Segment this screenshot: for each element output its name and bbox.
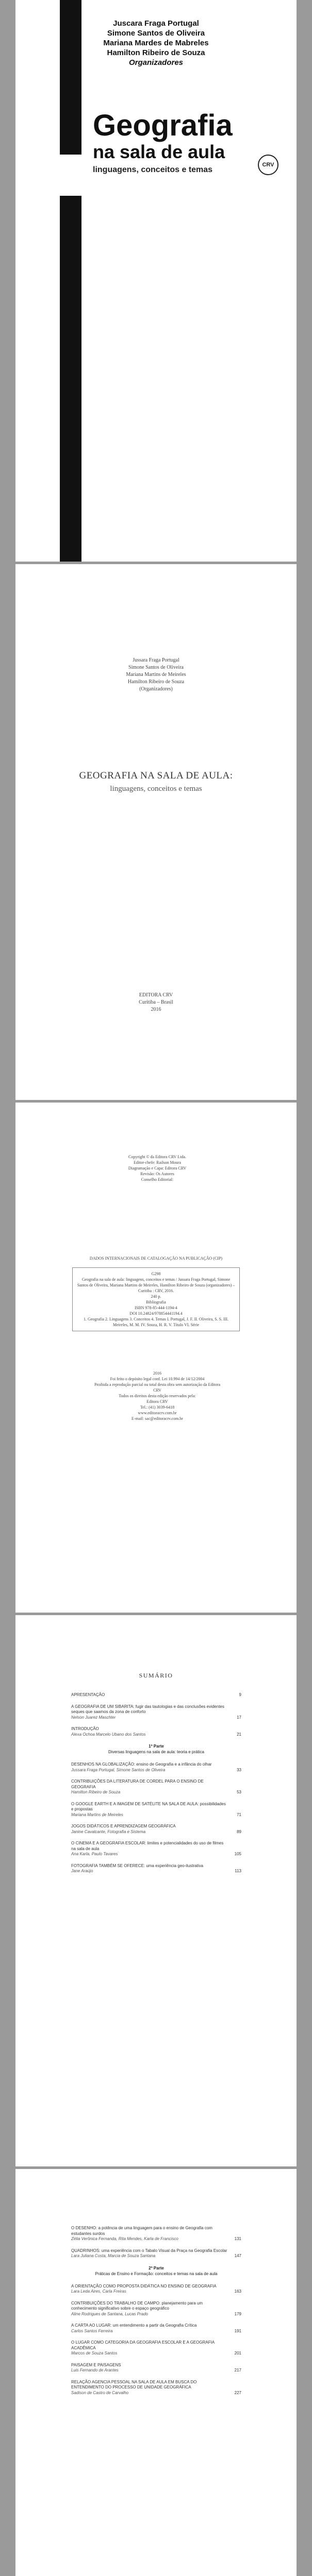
cr-line: Conselho Editorial:: [141, 1177, 174, 1182]
toc-part-text: Diversas linguagens na sala de aula: teoria e prática: [108, 1750, 204, 1754]
toc-entry-title: PAISAGEM E PAISAGENS: [71, 2362, 121, 2367]
toc-entry[interactable]: [71, 1692, 241, 1698]
cover-author: Mariana Mardes de Mabreles: [103, 39, 209, 47]
cip-line: Geografia na sala de aula: linguagens, conceitos e temas / Jussara Fraga Portugal, Simone Santos de Oliveira, Mariana Martins de Meireles, Hamilton Ribeiro de Souza (organizadores) – Curitiba : CRV, 2016.: [77, 1277, 235, 1293]
toc-entry-title: O CINEMA E A GEOGRAFIA ESCOLAR: limites e potencialidades do uso de filmes na sala de aula: [71, 1841, 224, 1851]
title-page-title: GEOGRAFIA NA SALA DE AULA:: [79, 770, 233, 781]
toc-entry-title: RELAÇÃO AGENCIA PESSOAL NA SALA DE AULA EM BUSCA DO ENTENDIMENTO DO PROCESSO DE UNIDADE GEOGRÁFICA: [71, 2379, 197, 2389]
toc-entry-title: DESENHOS NA GLOBALIZAÇÃO: ensino de Geografia e a infância do olhar: [71, 1762, 212, 1767]
cip-line: DOI 10.24824/978854441194.4: [129, 1311, 183, 1316]
cip-line: 240 p.: [151, 1294, 161, 1299]
cip-title: DADOS INTERNACIONAIS DE CATALOGAÇÃO NA PUBLICAÇÃO (CIP): [89, 1256, 223, 1261]
toc-entry[interactable]: [71, 2226, 241, 2242]
tp-publisher-city: Curitiba – Brasil: [139, 999, 173, 1005]
tp-author: Hamilton Ribeiro de Souza: [127, 679, 185, 685]
toc-entry-page: 179: [234, 2311, 241, 2316]
toc-page-1: [15, 1615, 297, 2166]
cr-line: www.editoracrv.com.br: [138, 1411, 177, 1415]
copyright-legal: [93, 1370, 222, 1421]
toc-entry-title: JOGOS DIDÁTICOS E APRENDIZAGEM GEOGRÁFICA: [71, 1824, 176, 1828]
cip-line: Bibliografia: [146, 1300, 166, 1304]
copyright-page: [15, 1103, 297, 1613]
toc-entry-page: 71: [237, 1812, 241, 1817]
cip-line: 1. Geografia 2. Linguagens 3. Conceitos 4. Temas I. Portugal, J. F. II. Oliveira, S. S. III. Meireles, M. M. IV. Souza, H. R. V. Título VI. Série: [83, 1317, 229, 1327]
publisher-logo: CRV: [258, 155, 278, 175]
cover-page: [15, 0, 297, 562]
toc-entry-authors: Janine Cavalcante, Fotografia e Sistema: [71, 1829, 146, 1834]
toc-entry-authors: Sadison de Castro de Carvalho: [71, 2390, 129, 2395]
toc-entry-authors: Carlos Santos Ferreira: [71, 2328, 113, 2333]
toc-entry[interactable]: [71, 2363, 241, 2374]
cover-bar-top: [60, 0, 81, 103]
copyright-credits: [93, 1154, 222, 1182]
toc-entry[interactable]: [71, 2380, 241, 2396]
toc-entry[interactable]: [71, 2323, 241, 2334]
toc-part-1: [71, 1743, 241, 1755]
toc-entry-authors: Aline Rodrigues de Santana, Lucas Prado: [71, 2311, 148, 2316]
cover-authors: [15, 19, 297, 67]
toc-part-text: Práticas de Ensino e Formação: conceitos e temas na sala de aula: [95, 2271, 218, 2276]
cr-line: Revisão: Os Autores: [140, 1172, 174, 1176]
toc-entry[interactable]: [71, 1824, 241, 1835]
toc-entry-page: 191: [234, 2328, 241, 2333]
cip-box: [72, 1267, 240, 1331]
tp-author: Simone Santos de Oliveira: [128, 665, 184, 670]
toc-entry-authors: Alexa Ochoa Marcelo Ubano dos Santos: [71, 1732, 146, 1737]
title-page-publisher: [15, 992, 297, 1013]
toc-entry-authors: Lara Leda Aires, Carla Freiras: [71, 2289, 126, 2294]
toc-entry-page: 217: [234, 2368, 241, 2372]
toc-entry-title: CONTRIBUIÇÕES DA LITERATURA DE CORDEL PARA O ENSINO DE GEOGRAFIA: [71, 1779, 204, 1789]
toc-entry[interactable]: [71, 2284, 241, 2295]
toc-list: [71, 2226, 241, 2402]
tp-publisher-year: 2016: [151, 1007, 161, 1012]
toc-entry-title: APRESENTAÇÃO: [71, 1692, 105, 1697]
cr-line: E-mail: sac@editoracrv.com.br: [132, 1416, 183, 1421]
cover-organizers: Organizadores: [128, 58, 184, 67]
toc-entry-title: A GEOGRAFIA DE UM SIBARITA: fugir das tautologias e das conclusões evidentes seques que saamos da zona de conforto: [71, 1704, 224, 1714]
toc-part-label: 1ª Parte: [149, 1744, 164, 1749]
toc-entry-authors: Nelson Juarez Maschter: [71, 1715, 116, 1720]
tp-organizers: (Organizadores): [139, 686, 173, 692]
cr-line: Editor-chefe: Railson Moura: [134, 1160, 181, 1165]
toc-part-2: [71, 2265, 241, 2277]
cover-author: Simone Santos de Oliveira: [107, 29, 205, 38]
toc-entry-title: A ORIENTAÇÃO COMO PROPOSTA DIDÁTICA NO ENSINO DE GEOGRAFIA: [71, 2283, 217, 2289]
toc-entry[interactable]: [71, 2248, 241, 2259]
title-page: [15, 564, 297, 1100]
toc-list: [71, 1692, 241, 1880]
cover-title-block: [93, 111, 248, 175]
toc-entry-page: 113: [235, 1869, 241, 1873]
toc-entry[interactable]: [71, 1863, 241, 1874]
toc-entry[interactable]: [71, 1841, 241, 1857]
cover-subtitle: linguagens, conceitos e temas: [93, 165, 213, 174]
toc-entry-title: CONTRIBUIÇÕES DO TRABALHO DE CAMPO: planejamento para um conhecimento significativo sobre o espaço geográfico: [71, 2300, 203, 2311]
cr-line: Copyright © da Editora CRV Ltda.: [128, 1155, 186, 1159]
cr-line: Todos os direitos desta edição reservados pela:: [119, 1394, 196, 1398]
cip-line: G298: [151, 1272, 161, 1276]
cr-line: Editora CRV: [146, 1399, 168, 1404]
toc-entry[interactable]: [71, 1762, 241, 1773]
title-page-subtitle: linguagens, conceitos e temas: [110, 785, 202, 793]
cr-line: 2016: [153, 1371, 161, 1376]
tp-author: Mariana Martins de Meireles: [126, 672, 186, 677]
toc-entry-authors: Hamilton Ribeiro de Souza: [71, 1790, 121, 1794]
cip-line: ISBN 978-85-444-1194-4: [135, 1306, 177, 1310]
cr-line: Diagramação e Capa: Editora CRV: [128, 1166, 187, 1171]
toc-entry-page: 17: [237, 1715, 241, 1720]
toc-entry-authors: Jussara Fraga Portugal, Simone Santos de Oliveira: [71, 1767, 166, 1772]
cr-line: Tel.: (41) 3039-6418: [140, 1405, 175, 1410]
toc-entry-authors: Luis Fernando de Arantes: [71, 2368, 119, 2372]
cr-line: Proibida a reprodução parcial ou total desta obra sem autorização da Editora CRV: [94, 1382, 221, 1393]
toc-entry-page: 147: [234, 2253, 241, 2258]
title-page-authors: [15, 657, 297, 693]
toc-entry-authors: Jane Araújo: [71, 1869, 93, 1873]
toc-entry-page: 9: [239, 1692, 241, 1697]
toc-entry[interactable]: [71, 2340, 241, 2357]
toc-entry-title: QUADRINHOS: uma experiência com o Tabalo Visual da Praça na Geografia Escolar: [71, 2248, 227, 2253]
toc-entry-authors: Zélia Verônica Fernanda, Rita Mendes, Karla de Francisco: [71, 2236, 178, 2241]
cover-bar-bottom: [60, 196, 81, 562]
cover-title-line2: na sala de aula: [93, 141, 225, 162]
cover-author: Juscara Fraga Portugal: [113, 19, 199, 28]
toc-entry-authors: Ana Karla, Paulo Tavares: [71, 1852, 118, 1856]
toc-entry-page: 105: [234, 1852, 241, 1856]
cr-line: Foi feito o depósito legal conf. Lei 10.994 de 14/12/2004: [110, 1377, 205, 1381]
tp-author: Jussara Fraga Portugal: [133, 657, 179, 663]
toc-entry-title: INTRODUÇÃO: [71, 1726, 99, 1731]
toc-entry-page: 89: [237, 1829, 241, 1834]
toc-entry-page: 53: [237, 1790, 241, 1794]
toc-page-2: [15, 2169, 297, 2576]
toc-part-label: 2ª Parte: [149, 2265, 164, 2270]
toc-entry-page: 201: [234, 2351, 241, 2355]
toc-entry-authors: Marcos de Souza Santos: [71, 2351, 118, 2355]
toc-entry[interactable]: [71, 1704, 241, 1721]
toc-entry-title: O DESENHO: a potência de uma linguagem para o ensino de Geografia com estudantes surdos: [71, 2226, 212, 2236]
toc-entry-page: 163: [234, 2289, 241, 2294]
cover-bar-mid: [60, 103, 81, 155]
toc-entry[interactable]: [71, 1726, 241, 1737]
toc-entry[interactable]: [71, 1779, 241, 1795]
toc-entry-page: 227: [234, 2390, 241, 2395]
toc-entry-page: 33: [237, 1767, 241, 1772]
cover-author: Hamilton Ribeiro de Souza: [107, 48, 205, 57]
toc-entry-title: O GOOGLE EARTH E A IMAGEM DE SATÉLITE NA SALA DE AULA: possibilidades e propostas: [71, 1801, 226, 1811]
toc-entry-title: FOTOGRAFIA TAMBÉM SE OFERECE: uma experiência geo-ilustrativa: [71, 1863, 204, 1868]
toc-entry-page: 21: [237, 1732, 241, 1737]
toc-entry-title: O LUGAR COMO CATEGORIA DA GEOGRAFIA ESCOLAR E A GEOGRAFIA ACADÊMICA: [71, 2340, 215, 2350]
cover-title: Geografia: [93, 109, 233, 142]
toc-heading: SUMÁRIO: [139, 1672, 173, 1679]
toc-entry-page: 131: [234, 2236, 241, 2241]
tp-publisher-name: EDITORA CRV: [139, 992, 173, 998]
toc-entry[interactable]: [71, 2301, 241, 2317]
toc-entry-authors: Lara Juliana Costa, Marcia de Souza Santana: [71, 2253, 156, 2258]
toc-entry-authors: Mariana Martins de Meireles: [71, 1812, 123, 1817]
toc-entry-title: A CARTA AO LUGAR: um entendimento a partir da Geografia Crítica: [71, 2323, 197, 2328]
toc-entry[interactable]: [71, 1802, 241, 1818]
